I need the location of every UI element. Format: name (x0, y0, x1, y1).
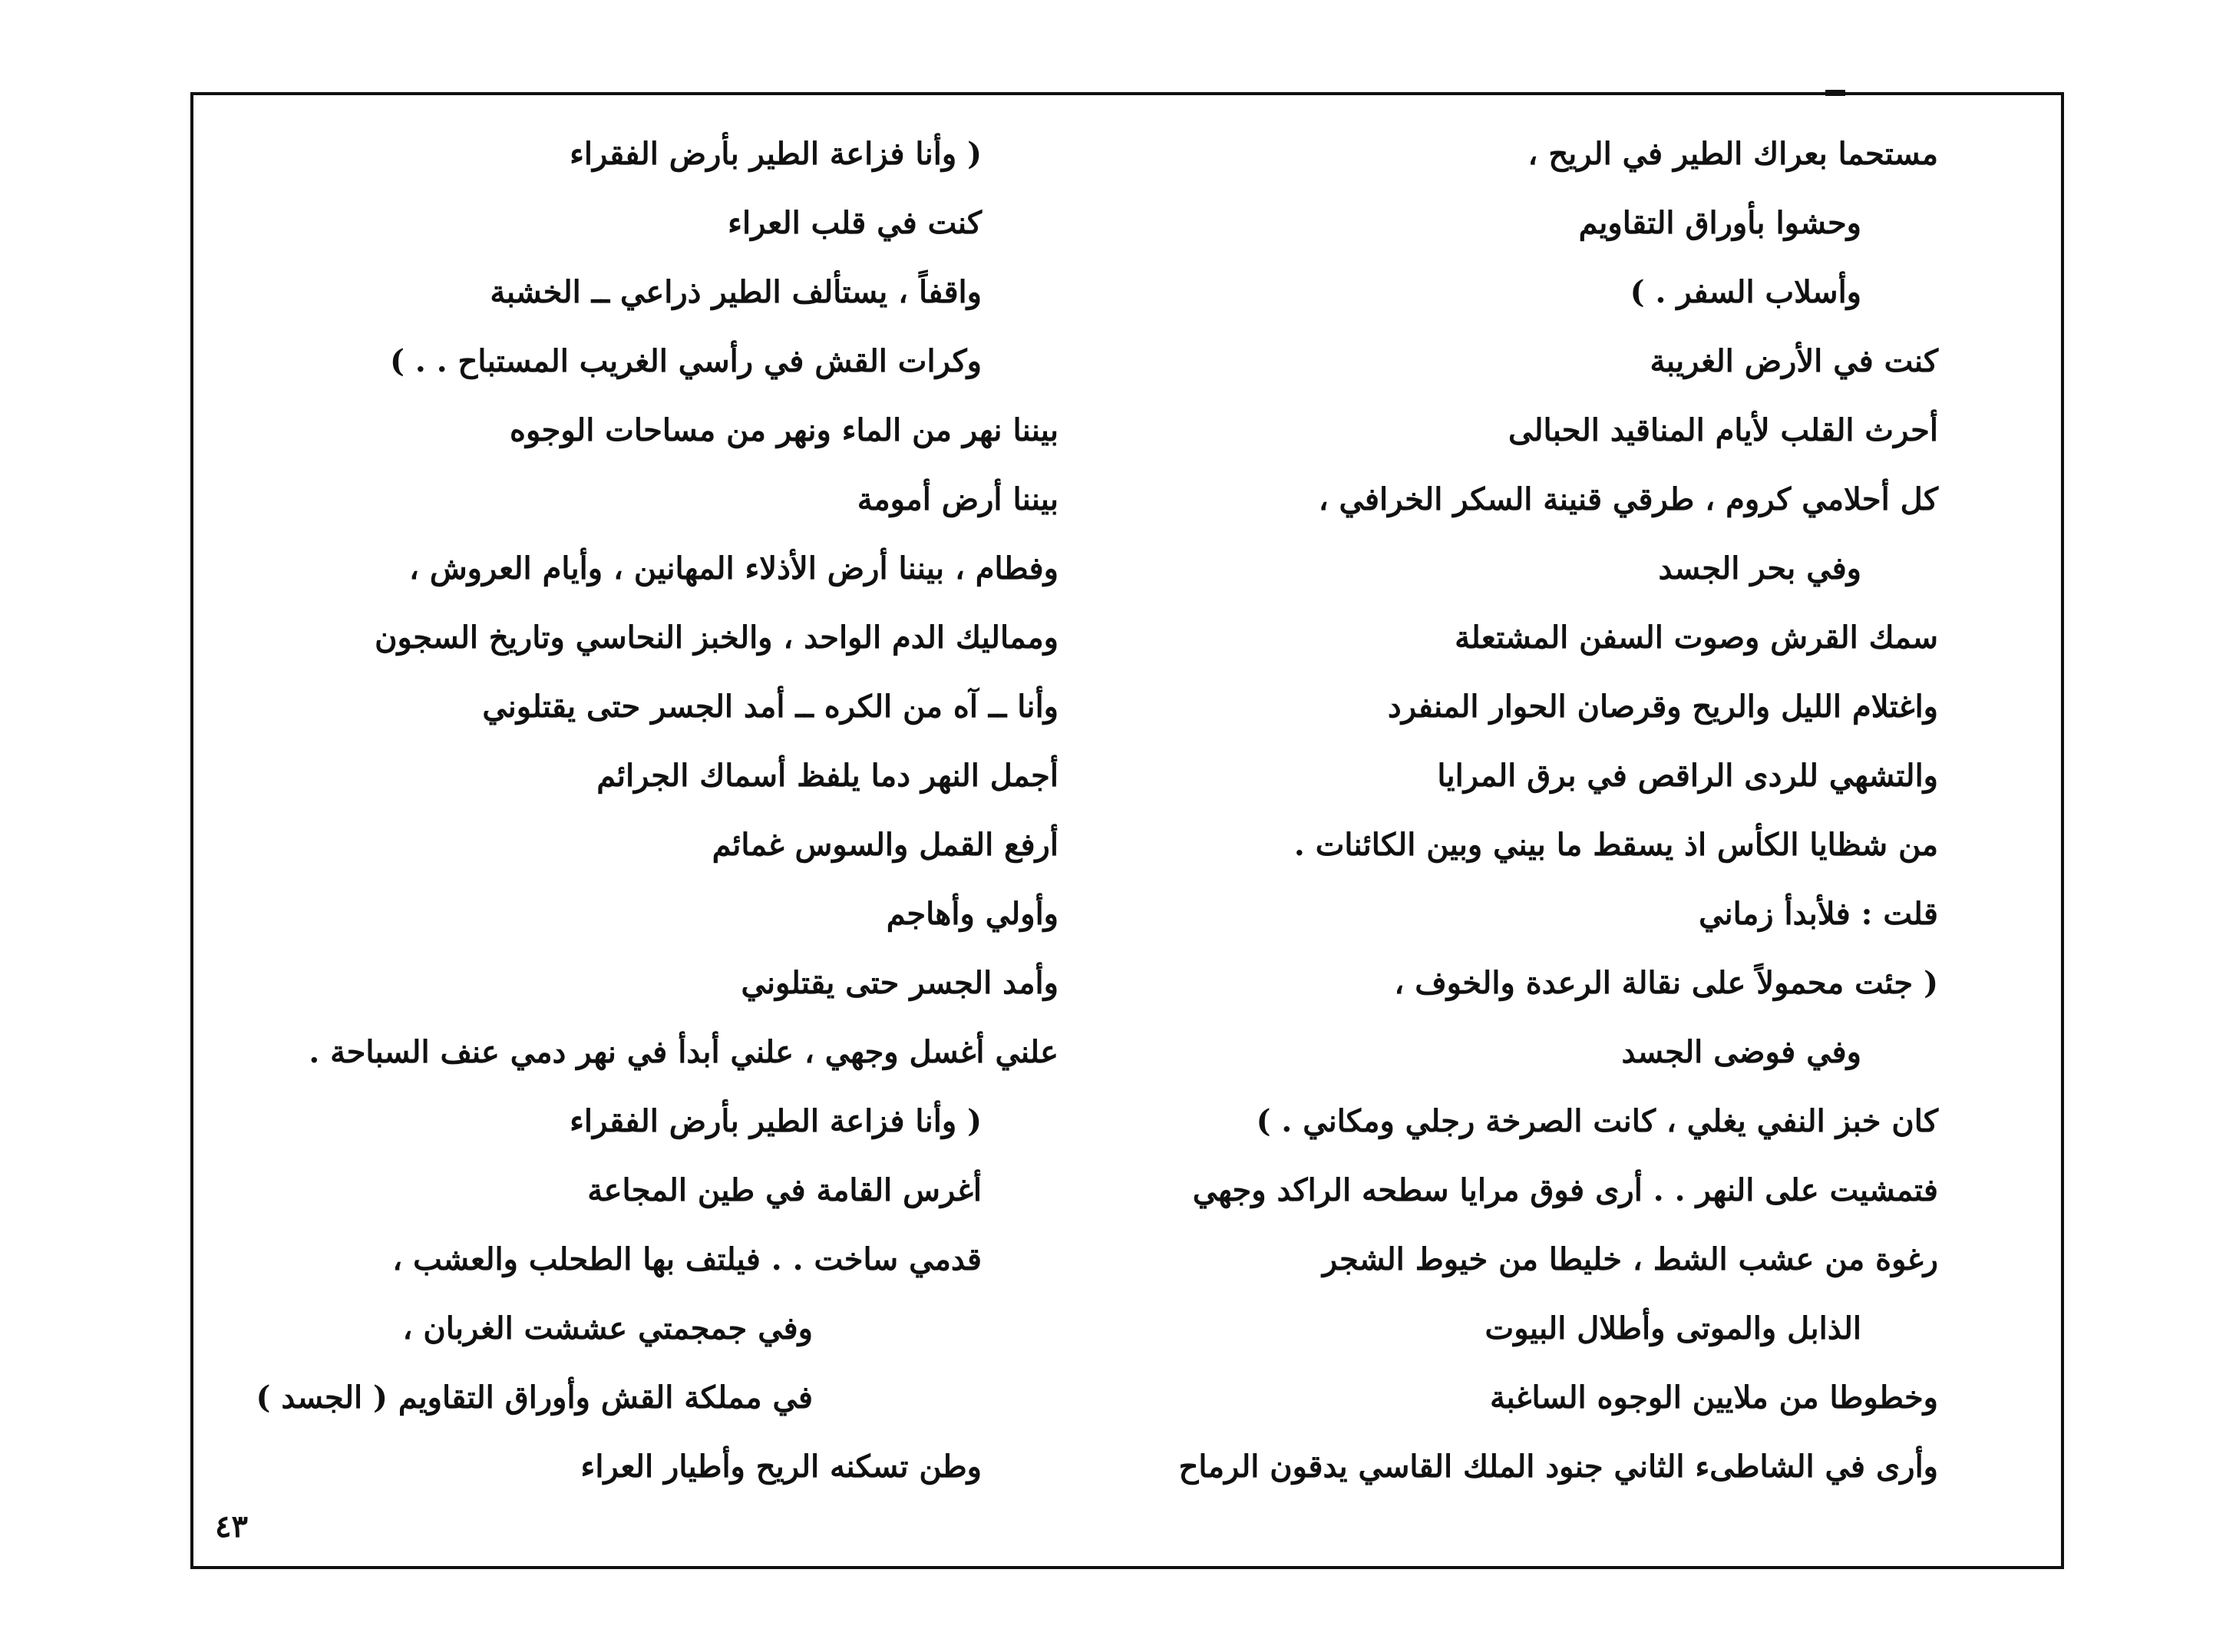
poem-line: قلت : فلأبدأ زماني (1699, 896, 1938, 932)
poem-line: ومماليك الدم الواحد ، والخبز النحاسي وتاريخ السجون (375, 620, 1059, 656)
poem-line: سمك القرش وصوت السفن المشتعلة (1455, 620, 1938, 656)
right-column (1140, 120, 1938, 1502)
poem-line: وأسلاب السفر . ) (1630, 274, 1861, 310)
poem-line: علني أغسل وجهي ، علني أبدأ في نهر دمي عنف السباحة . (309, 1034, 1059, 1070)
poem-line: وطن تسكنه الريح وأطيار العراء (580, 1449, 982, 1485)
poem-line: كل أحلامي كروم ، طرقي قنينة السكر الخرافي ، (1318, 481, 1938, 517)
poem-line: كنت في الأرض الغريبة (1650, 343, 1938, 379)
page-number: ٤٣ (215, 1508, 248, 1545)
poem-line: قدمي ساخت . . فيلتف بها الطحلب والعشب ، (392, 1241, 982, 1277)
poem-line: وخطوطا من ملايين الوجوه الساغبة (1490, 1379, 1938, 1416)
poem-line: أحرث القلب لأيام المناقيد الحبالى (1508, 412, 1938, 448)
poem-line: أغرس القامة في طين المجاعة (587, 1172, 982, 1208)
poem-line: ( وأنا فزاعة الطير بأرض الفقراء (570, 136, 982, 172)
poem-line: ( جئت محمولاً على نقالة الرعدة والخوف ، (1394, 965, 1938, 1001)
poem-line: الذابل والموتى وأطلال البيوت (1485, 1310, 1861, 1346)
poem-line: وفي جمجمتي عششت الغربان ، (402, 1310, 813, 1346)
left-column (206, 120, 1059, 1502)
poem-line: أرفع القمل والسوس غمائم (712, 827, 1059, 863)
poem-line: وأرى في الشاطىء الثاني جنود الملك القاسي يدقون الرماح (1178, 1449, 1938, 1485)
poem-line: ( وأنا فزاعة الطير بأرض الفقراء (570, 1103, 982, 1139)
poem-line: وفي فوضى الجسد (1621, 1034, 1861, 1070)
poem-line: والتشهي للردى الراقص في برق المرايا (1437, 758, 1938, 794)
poem-line: وكرات القش في رأسي الغريب المستباح . . ) (390, 343, 982, 379)
poem-line: بيننا نهر من الماء ونهر من مساحات الوجوه (510, 412, 1059, 448)
poem-line: واغتلام الليل والريح وقرصان الحوار المنفرد (1387, 689, 1938, 725)
poem-line: بيننا أرض أمومة (857, 481, 1059, 517)
poem-line: وأمد الجسر حتى يقتلوني (741, 965, 1059, 1001)
poem-line: رغوة من عشب الشط ، خليطا من خيوط الشجر (1322, 1241, 1938, 1277)
poem-line: من شظايا الكأس اذ يسقط ما بيني وبين الكائنات . (1293, 827, 1938, 863)
poem-line: وحشوا بأوراق التقاويم (1578, 205, 1861, 241)
poem-line: وفطام ، بيننا أرض الأذلاء المهانين ، وأيام العروش ، (409, 550, 1059, 586)
poem-line: وأنا ــ آه من الكره ــ أمد الجسر حتى يقتلوني (482, 689, 1059, 725)
poem-line: وأولي وأهاجم (886, 896, 1059, 932)
poem-line: في مملكة القش وأوراق التقاويم ( الجسد ) (256, 1379, 813, 1416)
book-page (190, 92, 2064, 1569)
poem-line: مستحما بعراك الطير في الريح ، (1527, 136, 1938, 172)
poem-line: كان خبز النفي يغلي ، كانت الصرخة رجلي ومكاني . ) (1256, 1103, 1938, 1139)
poem-line: وفي بحر الجسد (1658, 550, 1861, 586)
poem-line: أجمل النهر دما يلفظ أسماك الجرائم (596, 758, 1059, 794)
poem-line: كنت في قلب العراء (728, 205, 982, 241)
poem-line: واقفاً ، يستألف الطير ذراعي ــ الخشبة (490, 274, 982, 310)
poem-line: فتمشيت على النهر . . أرى فوق مرايا سطحه الراكد وجهي (1192, 1172, 1938, 1208)
